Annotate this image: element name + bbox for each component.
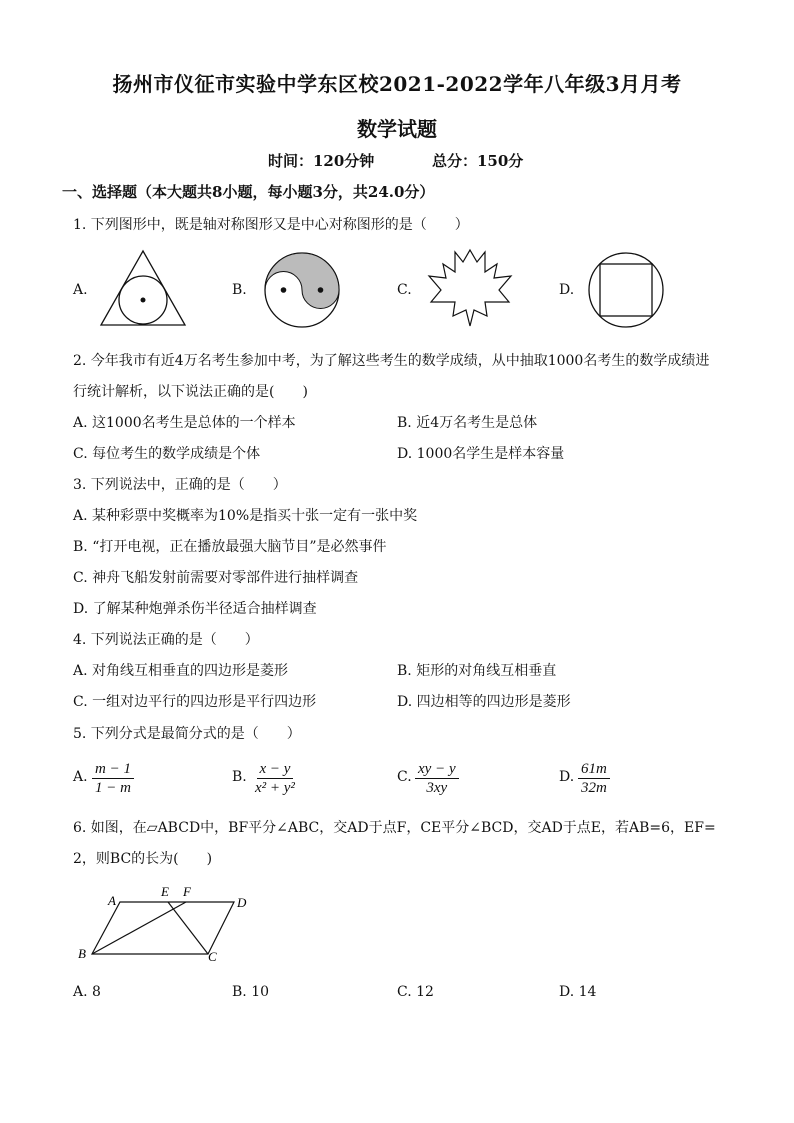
- q5-c-denominator: 3xy: [426, 780, 448, 796]
- point-label-b: B: [78, 946, 86, 961]
- q1-option-b-label: B.: [232, 282, 247, 298]
- q1-option-a-label: A.: [73, 282, 88, 298]
- triangle-circle-icon: [98, 248, 188, 328]
- q6-option-b: B. 10: [232, 984, 270, 1000]
- q1-option-c-label: C.: [397, 282, 412, 298]
- q6-option-c: C. 12: [397, 984, 434, 1000]
- q2-option-d: D. 1000名学生是样本容量: [397, 446, 565, 462]
- question-1-stem: 1. 下列图形中，既是轴对称图形又是中心对称图形的是（ ）: [73, 217, 469, 233]
- q5-a-numerator: m − 1: [92, 760, 134, 779]
- question-2-stem-line1: 2. 今年我市有近4万名考生参加中考，为了解这些考生的数学成绩，从中抽取1000名考生的数学成绩进: [73, 353, 710, 369]
- point-label-c: C: [208, 949, 217, 964]
- section-heading: 一、选择题（本大题共8小题，每小题3分，共24.0分）: [62, 183, 435, 201]
- q5-fraction-d: [578, 760, 610, 797]
- q4-option-c: C. 一组对边平行的四边形是平行四边形: [73, 694, 317, 710]
- question-4-stem: 4. 下列说法正确的是（ ）: [73, 632, 259, 648]
- q5-b-denominator: x² + y²: [255, 780, 295, 796]
- square-in-circle-icon: [586, 250, 666, 330]
- q4-option-a: A. 对角线互相垂直的四边形是菱形: [73, 663, 289, 679]
- yin-yang-icon: [262, 250, 342, 330]
- parallelogram-abcd: [92, 902, 234, 954]
- q4-option-d: D. 四边相等的四边形是菱形: [397, 694, 571, 710]
- question-5-stem: 5. 下列分式是最简分式的是（ ）: [73, 726, 301, 742]
- q3-option-a: A. 某种彩票中奖概率为10%是指买十张一定有一张中奖: [73, 508, 418, 524]
- parallelogram-diagram: [72, 880, 262, 965]
- q5-d-numerator: 61m: [578, 760, 610, 779]
- question-6-stem-line2: 2，则BC的长为( ): [73, 851, 213, 867]
- q1-option-d-label: D.: [559, 282, 575, 298]
- q3-option-d: D. 了解某种炮弹杀伤半径适合抽样调查: [73, 601, 317, 617]
- q5-option-a-label: A.: [73, 769, 88, 785]
- q2-option-a: A. 这1000名考生是总体的一个样本: [73, 415, 296, 431]
- q4-option-b: B. 矩形的对角线互相垂直: [397, 663, 557, 679]
- page-title: 扬州市仪征市实验中学东区校2021-2022学年八年级3月月考: [112, 72, 682, 96]
- q5-fraction-a: [92, 760, 134, 797]
- point-label-a: A: [108, 893, 116, 908]
- question-6-stem-line1: 6. 如图，在▱ABCD中，BF平分∠ABC，交AD于点F，CE平分∠BCD，交AD于点E，若AB=6，EF=: [73, 820, 716, 836]
- point-label-f: F: [183, 884, 191, 899]
- q5-d-denominator: 32m: [581, 780, 607, 796]
- question-3-stem: 3. 下列说法中，正确的是（ ）: [73, 477, 287, 493]
- q5-option-c-label: C.: [397, 769, 412, 785]
- q2-option-c: C. 每位考生的数学成绩是个体: [73, 446, 261, 462]
- page-subtitle: 数学试题: [357, 117, 437, 141]
- point-label-d: D: [237, 895, 247, 910]
- exam-time: 时间：120分钟: [268, 152, 375, 170]
- q2-option-b: B. 近4万名考生是总体: [397, 415, 538, 431]
- segment-ce: [168, 902, 208, 954]
- maple-leaf-icon: [425, 246, 515, 330]
- q5-option-b-label: B.: [232, 769, 247, 785]
- q5-a-denominator: 1 − m: [95, 780, 131, 796]
- q5-fraction-b: [252, 760, 298, 797]
- q5-b-numerator: x − y: [257, 760, 294, 779]
- q5-option-d-label: D.: [559, 769, 575, 785]
- q5-fraction-c: [415, 760, 459, 797]
- question-2-stem-line2: 行统计解析，以下说法正确的是( ): [73, 384, 308, 400]
- q3-option-c: C. 神舟飞船发射前需要对零部件进行抽样调查: [73, 570, 359, 586]
- exam-score: 总分：150分: [432, 152, 524, 170]
- q6-option-d: D. 14: [559, 984, 597, 1000]
- q5-c-numerator: xy − y: [415, 760, 459, 779]
- q6-option-a: A. 8: [73, 984, 101, 1000]
- point-label-e: E: [161, 884, 169, 899]
- q3-option-b: B. “打开电视，正在播放最强大脑节目”是必然事件: [73, 539, 387, 555]
